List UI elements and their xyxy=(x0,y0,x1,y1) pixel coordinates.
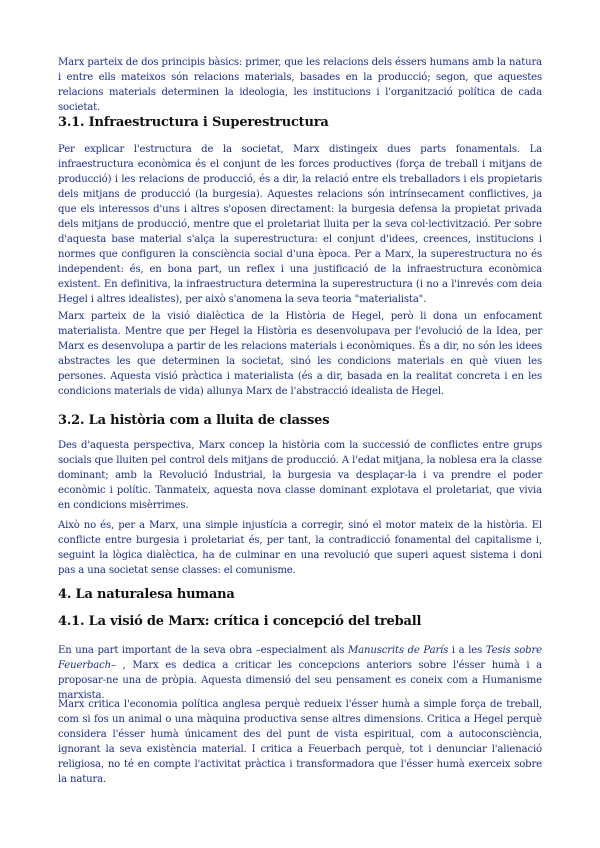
paragraph-infraestructura-1: Per explicar l'estructura de la societat, Marx distingeix dues parts fonamentals. La infraestructura econòmica és el conjunt de les forces productives (força de treball i mitjans de producció) i les relacions de producció, és a dir, la relació entre els treballadors i els propietaris dels mitjans de producció (la burgesia). Aquestes relacions són intrínsecament conflictives, ja que els interessos d'uns i altres s'oposen directament: la burgesia defensa la propietat privada dels mitjans de producció, mentre que el proletariat lluita per la seva col·lectivització. Per sobre d'aquesta base material s'alça la superestructura: el conjunt d'idees, creences, institucions i normes que configuren la consciència social d'una època. Per a Marx, la superestructura no és independent: és, en bona part, un reflex i una justificació de la infraestructura econòmica existent. En definitiva, la infraestructura determina la superestructura (i no a l'inrevés com deia Hegel i altres idealistes), per això s'anomena la seva teoria "materialista". xyxy=(58,144,542,305)
paragraph-visio-1 xyxy=(58,643,542,703)
paragraph-classes-1: Des d'aquesta perspectiva, Marx concep la història com la successió de conflictes entre grups socials que lluiten pel control dels mitjans de producció. A l'edat mitjana, la noblesa era la classe dominant; amb la Revolució Industrial, la burgesia va desplaçar-la i va prendre el poder econòmic i polític. Tanmateix, aquesta nova classe dominant explotava el proletariat, que vivia en condicions misèrrimes. xyxy=(58,440,542,511)
heading-visio-marx: 4.1. La visió de Marx: crítica i concepció del treball xyxy=(58,614,422,629)
visio-text-a: En una part important de la seva obra –especialment als xyxy=(58,645,348,656)
title-tesis: Tesis sobre Feuerbach xyxy=(58,645,542,671)
visio-text-b: i a les xyxy=(448,645,486,656)
paragraph-visio-2: Marx critica l'economia política anglesa perquè redueix l'ésser humà a simple força de treball, com si fos un animal o una màquina productiva sense altres dimensions. Critica a Hegel perquè considera l'ésser humà únicament des del punt de vista espiritual, com a autoconsciència, ignorant la seva existència material. I critica a Feuerbach perquè, tot i denunciar l'alienació religiosa, no té en compte l'activitat pràctica i transformadora que l'ésser humà exerceix sobre la natura. xyxy=(58,699,542,785)
heading-infraestructura: 3.1. Infraestructura i Superestructura xyxy=(58,115,329,130)
paragraph-intro: Marx parteix de dos principis bàsics: primer, que les relacions dels éssers humans amb la natura i entre ells mateixos són relacions materials, basades en la producció; segon, que aquestes relacions materials determinen la ideologia, les institucions i l'organització política de cada societat. xyxy=(58,57,542,113)
paragraph-infraestructura-2: Marx parteix de la visió dialèctica de la Història de Hegel, però li dona un enfocament materialista. Mentre que per Hegel la Història es desenvolupava per l'evolució de la Idea, per Marx es desenvolupa a partir de les relacions materials i econòmiques. És a dir, no són les idees abstractes les que determinen la societat, sinó les condicions materials en què viuen les persones. Aquesta visió pràctica i materialista (és a dir, basada en la realitat concreta i en les condicions materials de vida) allunya Marx de l'abstracció idealista de Hegel. xyxy=(58,311,542,397)
paragraph-classes-2: Això no és, per a Marx, una simple injustícia a corregir, sinó el motor mateix de la història. El conflicte entre burgesia i proletariat és, per tant, la contradicció fonamental del capitalisme i, seguint la lògica dialèctica, ha de culminar en una revolució que superi aquest sistema i doni pas a una societat sense classes: el comunisme. xyxy=(58,520,542,576)
title-manuscrits: Manuscrits de París xyxy=(347,645,449,656)
visio-text-c: – , Marx es dedica a criticar les concepcions anteriors sobre l'ésser humà i a proposar-ne una de pròpia. Aquesta dimensió del seu pensament es coneix com a Humanisme marxista. xyxy=(58,660,542,701)
heading-lluita-classes: 3.2. La història com a lluita de classes xyxy=(58,413,330,428)
heading-naturalesa-humana: 4. La naturalesa humana xyxy=(58,587,235,602)
